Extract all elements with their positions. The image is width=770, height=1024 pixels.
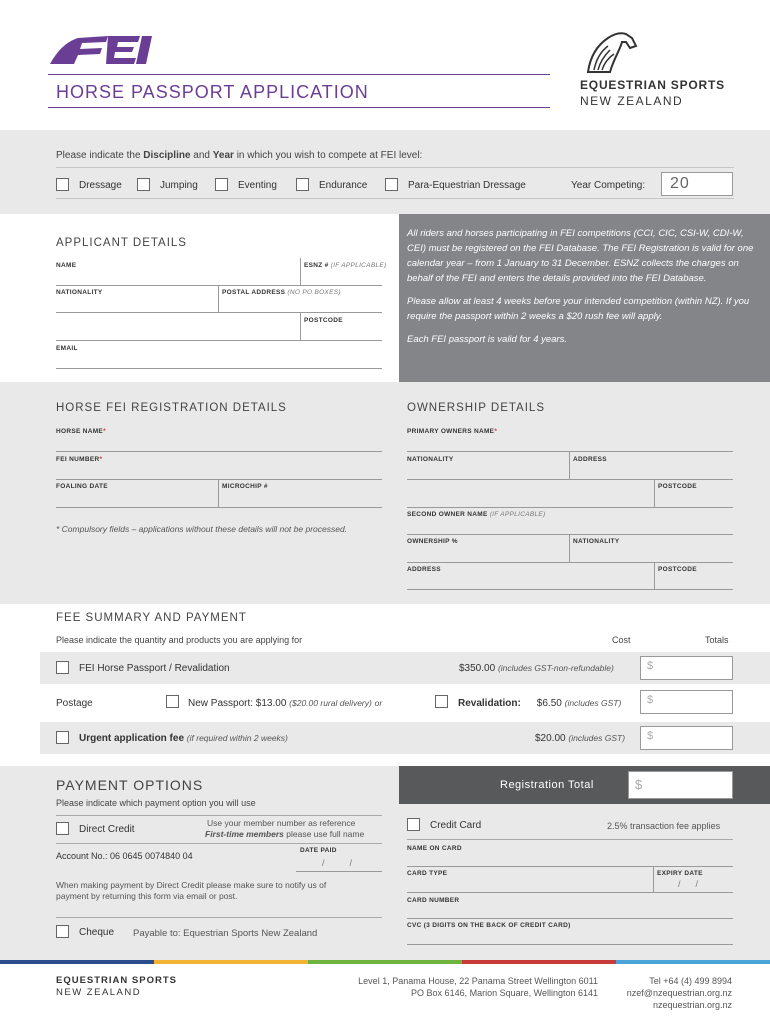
second-owner-label: SECOND OWNER NAME (IF APPLICABLE) bbox=[407, 511, 546, 518]
credit-card-label: Credit Card bbox=[430, 820, 482, 831]
urgent-total-input[interactable]: $ bbox=[640, 726, 733, 750]
revalidation-checkbox[interactable] bbox=[435, 695, 448, 708]
payment-section-title: PAYMENT OPTIONS bbox=[56, 777, 204, 793]
esnz-label: ESNZ # (IF APPLICABLE) bbox=[304, 262, 387, 269]
totals-header: Totals bbox=[705, 635, 729, 645]
cvc-input[interactable] bbox=[407, 944, 733, 945]
year-competing-label: Year Competing: bbox=[571, 180, 646, 191]
postage-label: Postage bbox=[56, 698, 93, 709]
microchip-label: MICROCHIP # bbox=[222, 483, 268, 490]
registration-total-label: Registration Total bbox=[500, 779, 594, 791]
title-rule-bottom bbox=[48, 107, 550, 108]
date-paid-slashes: / / bbox=[322, 858, 353, 868]
fee-section-title: FEE SUMMARY AND PAYMENT bbox=[56, 612, 247, 624]
new-passport-checkbox[interactable] bbox=[166, 695, 179, 708]
divider bbox=[654, 562, 655, 590]
divider bbox=[653, 866, 654, 892]
fei-number-input[interactable] bbox=[56, 479, 382, 480]
new-passport-label: New Passport: $13.00 ($20.00 rural delivery) or bbox=[188, 698, 383, 709]
divider bbox=[56, 843, 382, 844]
cheque-checkbox[interactable] bbox=[56, 925, 69, 938]
direct-credit-checkbox[interactable] bbox=[56, 822, 69, 835]
org-name-line1: EQUESTRIAN SPORTS bbox=[580, 78, 725, 92]
footer-web-link[interactable]: nzequestrian.org.nz bbox=[652, 1000, 732, 1010]
second-address-input[interactable] bbox=[407, 589, 733, 590]
footer-email-link[interactable]: nzef@nzequestrian.org.nz bbox=[626, 988, 732, 998]
nationality-input[interactable] bbox=[56, 312, 382, 313]
postcode-input[interactable] bbox=[56, 340, 382, 341]
divider bbox=[56, 815, 382, 816]
divider bbox=[218, 479, 219, 507]
card-type-label: CARD TYPE bbox=[407, 870, 448, 877]
fei-logo-icon bbox=[48, 30, 158, 70]
credit-card-checkbox[interactable] bbox=[407, 818, 420, 831]
compulsory-note: * Compulsory fields – applications without these details will not be processed. bbox=[56, 524, 348, 534]
urgent-cost: $20.00 (includes GST) bbox=[535, 733, 626, 744]
org-name-line2: NEW ZEALAND bbox=[580, 94, 684, 108]
owner-nationality-label: NATIONALITY bbox=[407, 456, 454, 463]
ownership-percent-input[interactable] bbox=[407, 562, 733, 563]
urgent-label: Urgent application fee (if required within 2 weeks) bbox=[79, 733, 288, 744]
cvc-label: CVC (3 DIGITS ON THE BACK OF CREDIT CARD) bbox=[407, 922, 571, 929]
jumping-label: Jumping bbox=[160, 180, 198, 191]
divider bbox=[654, 479, 655, 507]
cost-header: Cost bbox=[612, 635, 631, 645]
endurance-checkbox[interactable] bbox=[296, 178, 309, 191]
urgent-checkbox[interactable] bbox=[56, 731, 69, 744]
account-number: Account No.: 06 0645 0074840 04 bbox=[56, 851, 193, 861]
esnz-horse-icon bbox=[580, 28, 640, 76]
fei-number-label: FEI NUMBER* bbox=[56, 456, 103, 463]
para-dressage-label: Para-Equestrian Dressage bbox=[408, 180, 526, 191]
divider bbox=[56, 167, 734, 168]
postage-total-input[interactable]: $ bbox=[640, 690, 733, 714]
primary-owner-input[interactable] bbox=[407, 451, 733, 452]
title-rule-top bbox=[48, 74, 550, 75]
footer-contact: Tel +64 (4) 499 8994 nzef@nzequestrian.org.nz nzequestrian.org.nz bbox=[600, 975, 732, 1011]
info-timing: Please allow at least 4 weeks before your intended competition (within NZ). If you require the passport within 2 weeks a $20 rush fee will apply. bbox=[407, 296, 750, 322]
direct-credit-notify: When making payment by Direct Credit please make sure to notify us of payment by returning this form via email or post. bbox=[56, 880, 327, 901]
dressage-label: Dressage bbox=[79, 180, 122, 191]
ownership-section-title: OWNERSHIP DETAILS bbox=[407, 402, 545, 414]
para-dressage-checkbox[interactable] bbox=[385, 178, 398, 191]
foaling-microchip-input[interactable] bbox=[56, 507, 382, 508]
applicant-section-title: APPLICANT DETAILS bbox=[56, 237, 187, 249]
fei-logo bbox=[48, 30, 158, 70]
passport-checkbox[interactable] bbox=[56, 661, 69, 674]
dressage-checkbox[interactable] bbox=[56, 178, 69, 191]
horse-section-title: HORSE FEI REGISTRATION DETAILS bbox=[56, 402, 287, 414]
second-owner-input[interactable] bbox=[407, 534, 733, 535]
info-panel bbox=[399, 214, 770, 382]
page-title: HORSE PASSPORT APPLICATION bbox=[56, 82, 369, 102]
jumping-checkbox[interactable] bbox=[137, 178, 150, 191]
divider bbox=[569, 534, 570, 562]
owner-nationality-input[interactable] bbox=[407, 479, 733, 480]
owner-address-label: ADDRESS bbox=[573, 456, 607, 463]
expiry-slashes: / / bbox=[678, 879, 699, 889]
footer-color-bar bbox=[0, 960, 770, 964]
passport-label: FEI Horse Passport / Revalidation bbox=[79, 663, 230, 674]
payment-intro: Please indicate which payment option you will use bbox=[56, 798, 256, 808]
divider bbox=[300, 312, 301, 340]
divider bbox=[218, 285, 219, 313]
footer-org-line1: EQUESTRIAN SPORTS bbox=[56, 975, 177, 986]
ownership-percent-label: OWNERSHIP % bbox=[407, 538, 458, 545]
foaling-date-label: FOALING DATE bbox=[56, 483, 108, 490]
divider bbox=[56, 917, 382, 918]
year-competing-input[interactable] bbox=[661, 172, 733, 196]
postal-address-label: POSTAL ADDRESS (NO PO BOXES) bbox=[222, 289, 341, 296]
eventing-checkbox[interactable] bbox=[215, 178, 228, 191]
passport-total-input[interactable]: $ bbox=[640, 656, 733, 680]
discipline-intro: Please indicate the Discipline and Year in which you wish to compete at FEI level: bbox=[56, 150, 423, 161]
reference-note: Use your member number as reference First-time members please use full name bbox=[205, 818, 365, 839]
horse-name-input[interactable] bbox=[56, 451, 382, 452]
date-paid-label: DATE PAID bbox=[300, 847, 337, 854]
footer-org-line2: NEW ZEALAND bbox=[56, 987, 142, 998]
primary-owner-label: PRIMARY OWNERS NAME* bbox=[407, 428, 498, 435]
card-type-input[interactable] bbox=[407, 892, 733, 893]
payable-to: Payable to: Equestrian Sports New Zealand bbox=[133, 928, 318, 939]
name-label: NAME bbox=[56, 262, 77, 269]
divider bbox=[569, 451, 570, 479]
direct-credit-label: Direct Credit bbox=[79, 824, 135, 835]
eventing-label: Eventing bbox=[238, 180, 277, 191]
expiry-date-label: EXPIRY DATE bbox=[657, 870, 703, 877]
date-paid-input[interactable] bbox=[296, 871, 382, 872]
email-label: EMAIL bbox=[56, 345, 78, 352]
second-address-label: ADDRESS bbox=[407, 566, 441, 573]
horse-name-label: HORSE NAME* bbox=[56, 428, 106, 435]
registration-total-input[interactable]: $ bbox=[628, 771, 733, 799]
revalidation-label: Revalidation: $6.50 (includes GST) bbox=[458, 698, 622, 709]
divider bbox=[300, 258, 301, 286]
cheque-label: Cheque bbox=[79, 927, 115, 938]
name-on-card-input[interactable] bbox=[407, 866, 733, 867]
year-value: 20 bbox=[670, 175, 690, 192]
name-on-card-label: NAME ON CARD bbox=[407, 845, 462, 852]
postcode-label: POSTCODE bbox=[304, 317, 343, 324]
info-registration: All riders and horses participating in FEI competitions (CCI, CIC, CSI-W, CDI-W, CEI) must be registered on the FEI Database. The FEI Registration is valid for one calendar year – from 1 January to 31 December. ESNZ collects the charges on behalf of the FEI and enters the details provided into the FEI Database. bbox=[407, 228, 754, 284]
card-number-input[interactable] bbox=[407, 918, 733, 919]
transaction-fee-note: 2.5% transaction fee applies bbox=[607, 821, 721, 831]
fee-intro: Please indicate the quantity and products you are applying for bbox=[56, 635, 303, 645]
info-validity: Each FEI passport is valid for 4 years. bbox=[407, 334, 567, 345]
discipline-section bbox=[0, 130, 770, 214]
endurance-label: Endurance bbox=[319, 180, 368, 191]
owner-postcode-label: POSTCODE bbox=[658, 483, 697, 490]
owner-address-input[interactable] bbox=[407, 507, 733, 508]
divider bbox=[56, 198, 734, 199]
nationality-label: NATIONALITY bbox=[56, 289, 103, 296]
name-input[interactable] bbox=[56, 285, 382, 286]
footer-address: Level 1, Panama House, 22 Panama Street Wellington 6011 PO Box 6146, Marion Square, Wellington 6141 bbox=[358, 976, 598, 998]
second-postcode-label: POSTCODE bbox=[658, 566, 697, 573]
card-number-label: CARD NUMBER bbox=[407, 897, 460, 904]
email-input[interactable] bbox=[56, 368, 382, 369]
passport-cost: $350.00 (includes GST-non-refundable) bbox=[459, 663, 614, 674]
second-nationality-label: NATIONALITY bbox=[573, 538, 620, 545]
divider bbox=[407, 839, 733, 840]
